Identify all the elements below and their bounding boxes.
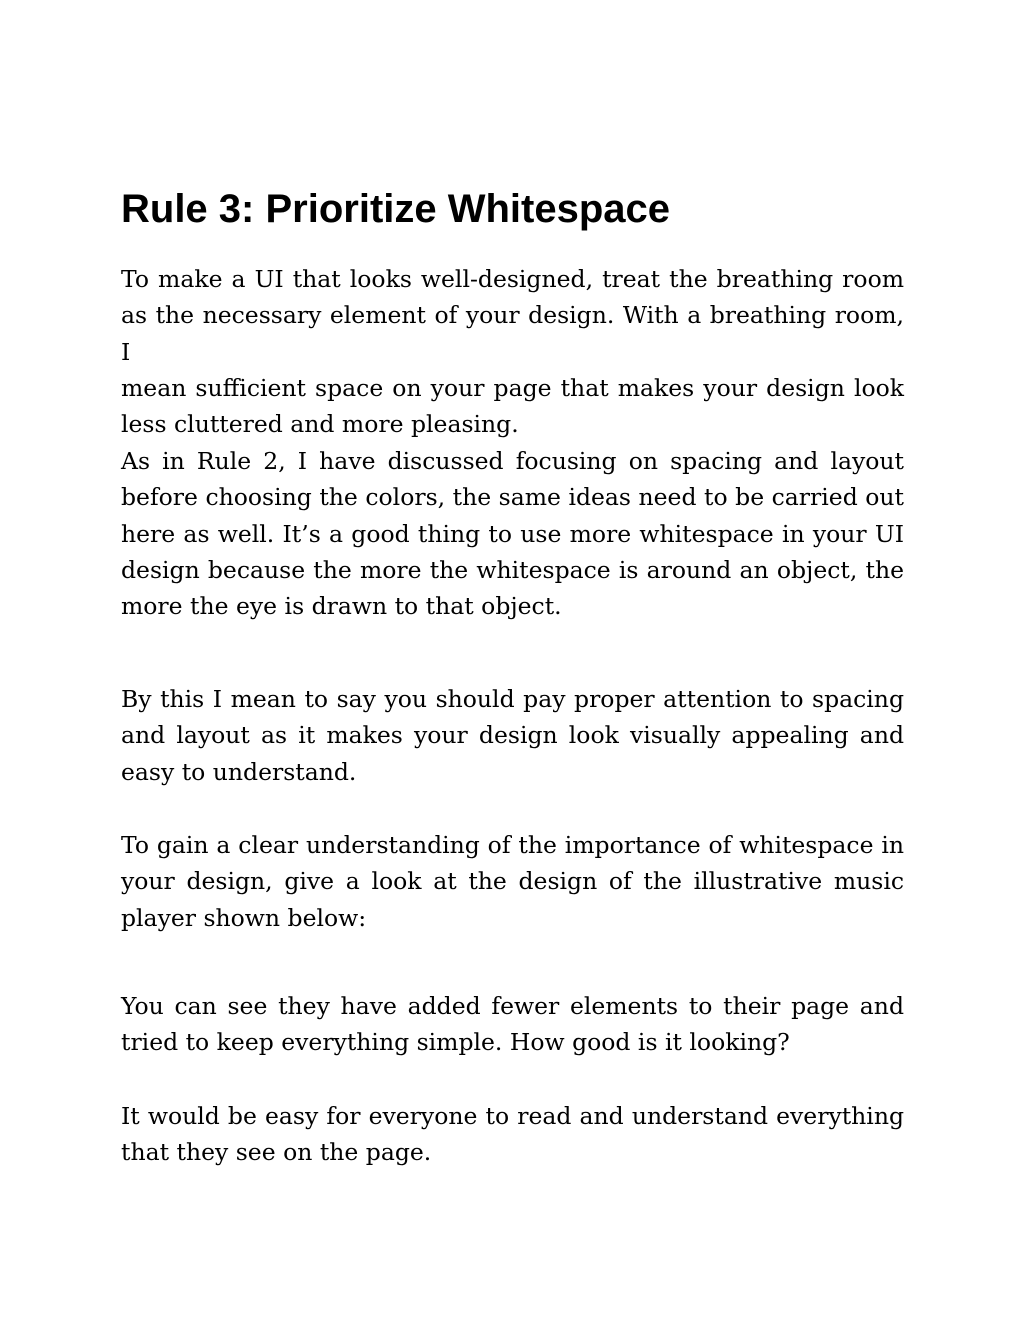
paragraph-line: and layout as it makes your design look visually appealing and: [121, 721, 904, 750]
paragraph-line: more the eye is drawn to that object.: [121, 592, 562, 621]
page-title: Rule 3: Prioritize Whitespace: [121, 187, 671, 231]
paragraph-line: To gain a clear understanding of the importance of whitespace in: [121, 831, 904, 859]
paragraph-line: design because the more the whitespace is around an object, the: [121, 555, 904, 584]
paragraph-line: By this I mean to say you should pay proper attention to spacing: [121, 685, 904, 713]
paragraph-line: You can see they have added fewer elements to their page and: [121, 992, 904, 1020]
paragraph-line: To make a UI that looks well-designed, treat the breathing room: [121, 265, 904, 293]
paragraph-line: before choosing the colors, the same ideas need to be carried out: [121, 483, 904, 512]
paragraph-line: As in Rule 2, I have discussed focusing on spacing and layout: [121, 447, 904, 475]
paragraph-line: less cluttered and more pleasing.: [121, 410, 519, 439]
paragraph-line: that they see on the page.: [121, 1138, 432, 1167]
paragraph-6: [121, 1098, 904, 1171]
paragraph-line: your design, give a look at the design of the illustrative music: [121, 867, 904, 896]
paragraph-line: tried to keep everything simple. How good is it looking?: [121, 1028, 790, 1057]
paragraph-line: It would be easy for everyone to read and understand everything: [121, 1102, 904, 1130]
paragraph-line: mean sufficient space on your page that makes your design look: [121, 373, 904, 402]
paragraph-line: player shown below:: [121, 903, 367, 932]
paragraph-2: [121, 443, 904, 624]
paragraph-line: easy to understand.: [121, 757, 357, 786]
paragraph-1: [121, 261, 904, 442]
paragraph-line: as the necessary element of your design. With a breathing room, I: [121, 301, 904, 366]
paragraph-4: [121, 827, 904, 936]
paragraph-line: here as well. It’s a good thing to use more whitespace in your UI: [121, 519, 904, 548]
paragraph-3: [121, 681, 904, 790]
paragraph-5: [121, 988, 904, 1061]
